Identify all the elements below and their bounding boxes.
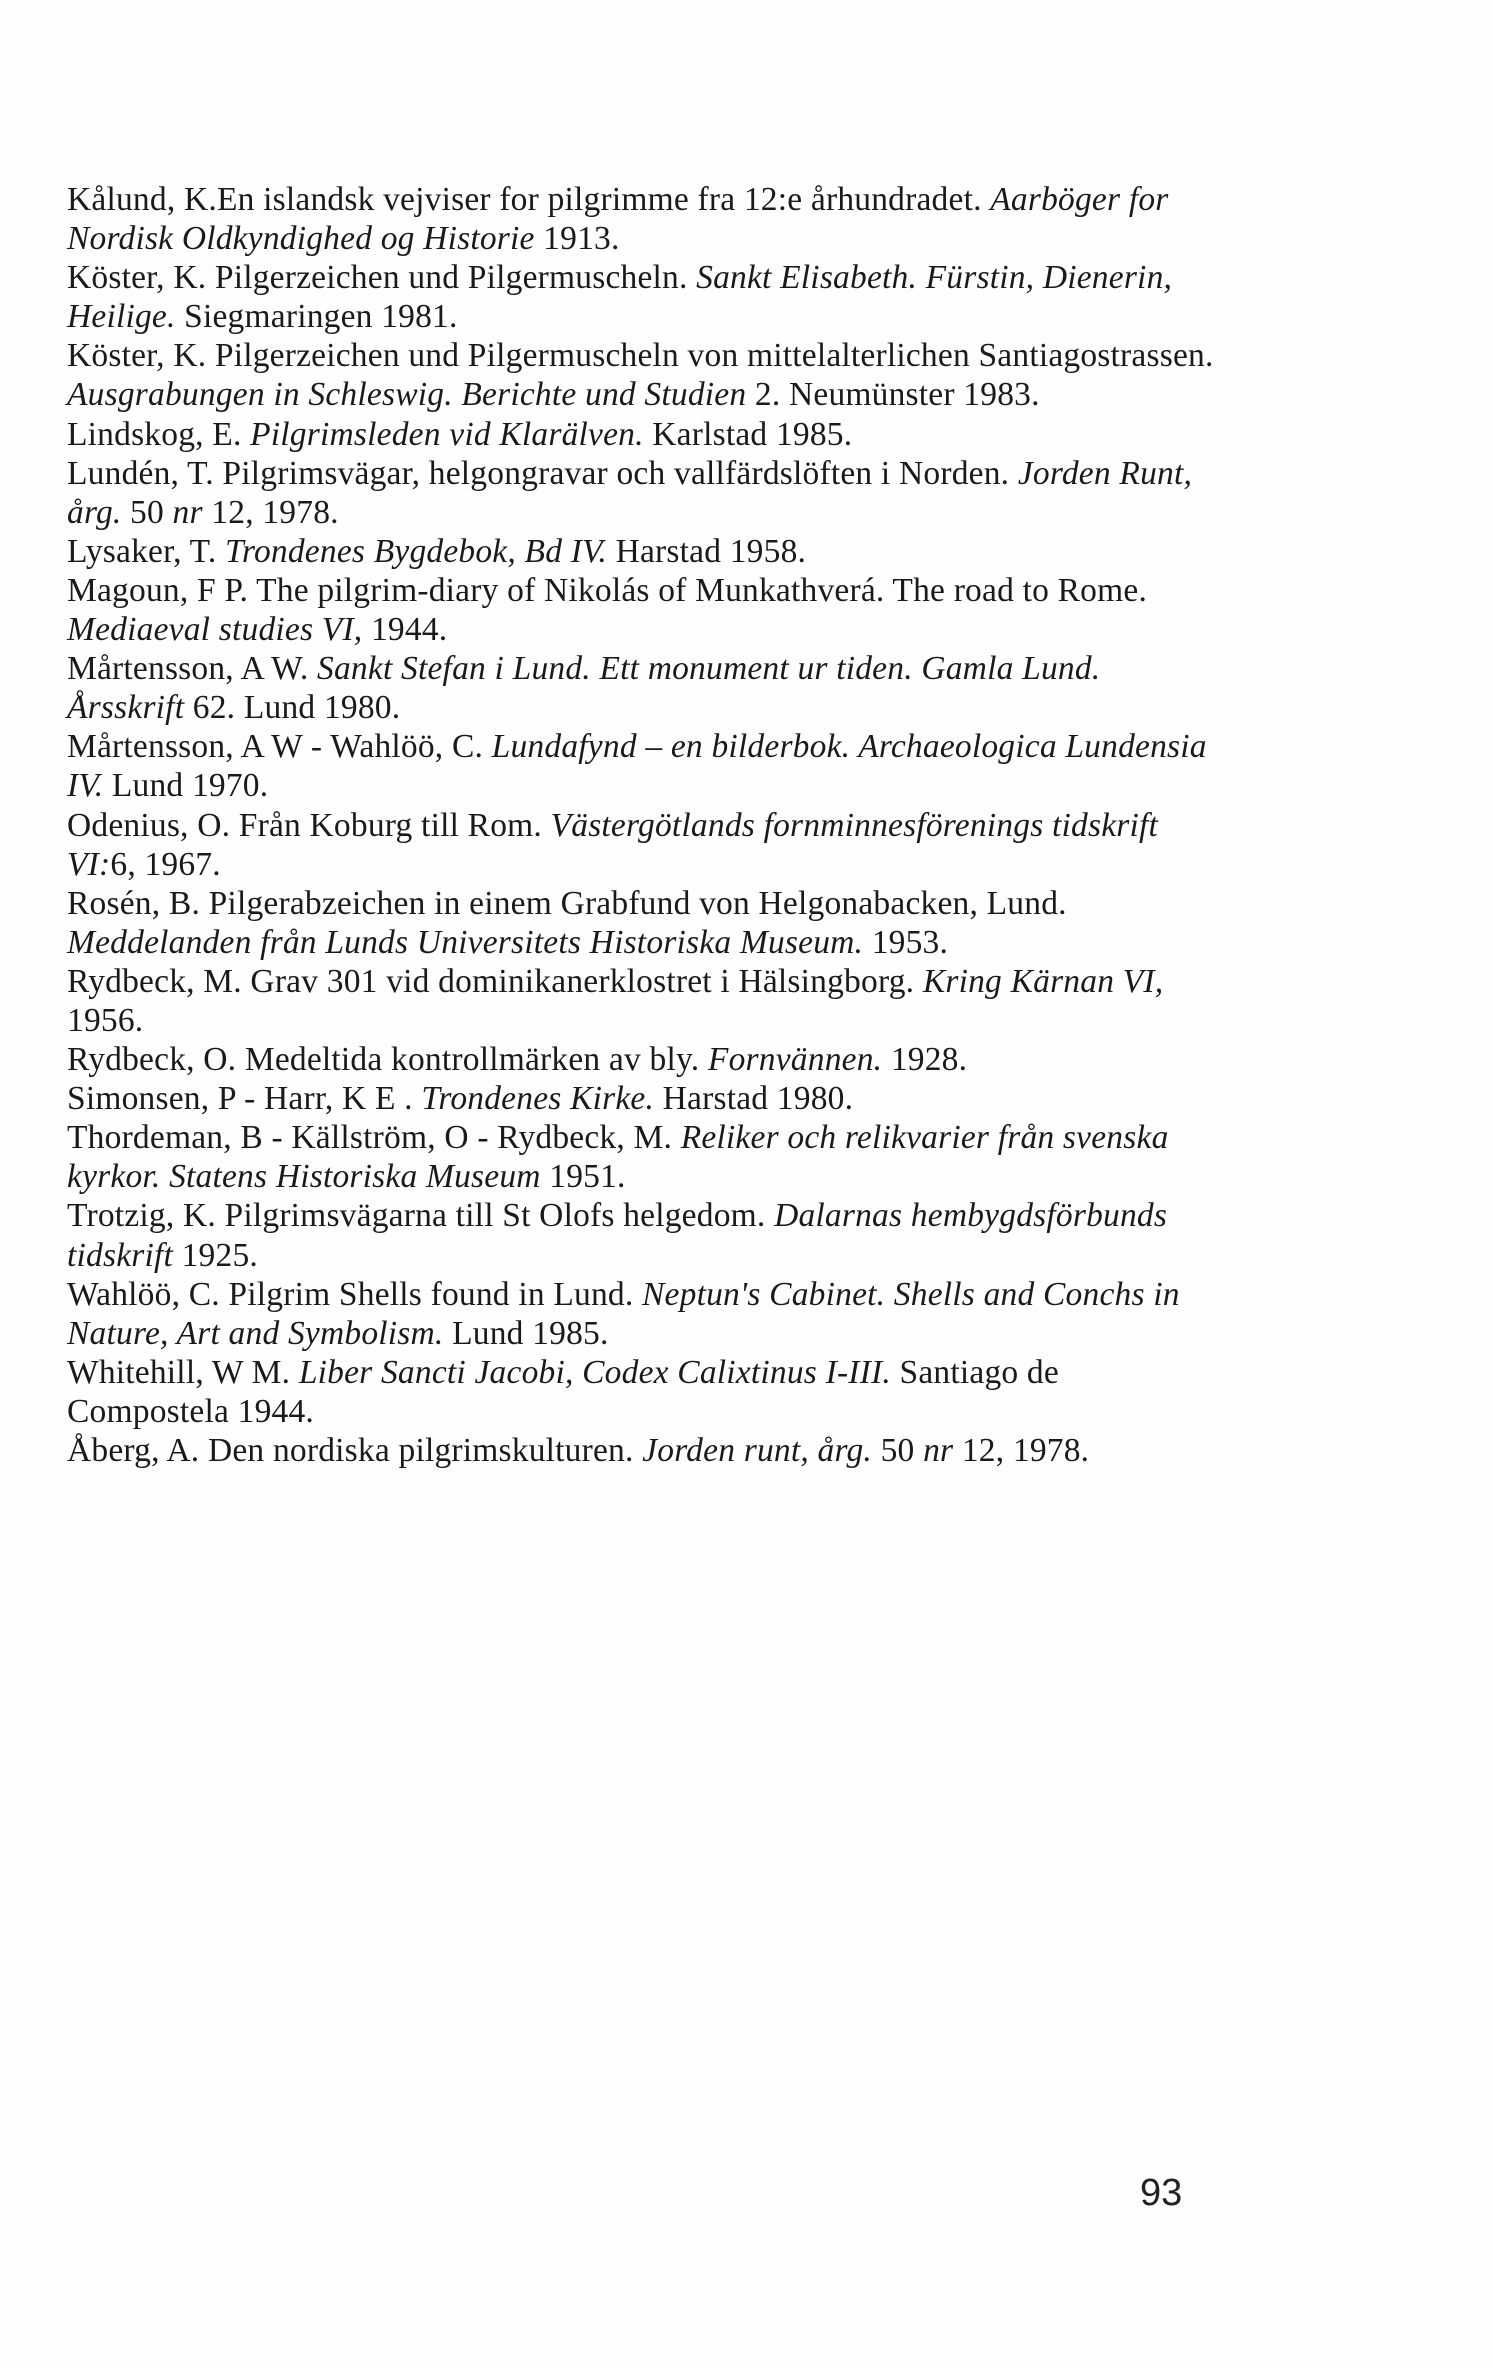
entry-text — [308, 650, 317, 687]
entry-text: 50 — [872, 1432, 924, 1469]
bibliography-entry — [67, 649, 1217, 727]
entry-title-italic: Västergötlands fornminnesförenings tidskrift VI: — [67, 806, 1159, 883]
entry-title-italic: Lundafynd – en bilderbok. Archaeologica Lundensia IV. — [67, 728, 1207, 805]
entry-title-italic: Meddelanden från Lunds Universitets Historiska Museum. — [67, 923, 864, 961]
bibliography-entry — [67, 1118, 1217, 1196]
entry-text: Den nordiska pilgrimskulturen. — [199, 1432, 643, 1469]
entry-author: Köster, K. — [67, 337, 207, 375]
entry-author: Köster, K. — [67, 259, 207, 297]
entry-text: 12, 1978. — [953, 1432, 1090, 1469]
entry-text: The pilgrim-diary of Nikolás of Munkathverá. The road to Rome. — [248, 571, 1148, 609]
entry-title-italic: nr — [172, 493, 203, 531]
entry-text: Lund 1970. — [103, 767, 269, 805]
entry-text: Siegmaringen 1981. — [175, 298, 458, 336]
entry-text: Lund 1985. — [443, 1314, 609, 1352]
entry-title-italic: Sankt Stefan i Lund. Ett monument ur tiden. Gamla Lund. Årsskrift — [67, 650, 1101, 727]
entry-text: Pilgerzeichen und Pilgermuscheln. — [206, 259, 697, 297]
entry-author: Rosén, B. — [67, 884, 201, 922]
entry-text — [672, 1119, 681, 1156]
entry-text: 1913. — [534, 220, 620, 258]
entry-text: Pilgerzeichen und Pilgermuscheln von mittelalterlichen Santiagostrassen. — [206, 337, 1214, 375]
entry-text: Harstad 1958. — [607, 532, 807, 570]
entry-title-italic: Trondenes Kirke. — [421, 1080, 655, 1118]
bibliography-entry — [67, 336, 1217, 414]
entry-text: Pilgrimsvägarna till St Olofs helgedom. — [215, 1197, 775, 1235]
bibliography-entry — [67, 532, 1217, 571]
bibliography-entry — [67, 571, 1217, 649]
entry-text: Harstad 1980. — [654, 1080, 854, 1118]
entry-title-italic: Pilgrimsleden vid Klarälven. — [250, 415, 644, 453]
entry-title-italic: Jorden Runt, årg. — [67, 454, 1193, 531]
entry-text: Pilgrimsvägar, helgongravar och vallfärdslöften i Norden. — [213, 454, 1018, 492]
bibliography-entry — [67, 806, 1217, 884]
bibliography-entry — [67, 727, 1217, 805]
entry-text: 1928. — [882, 1041, 968, 1079]
entry-text: Medeltida kontrollmärken av bly. — [236, 1041, 708, 1079]
entry-author: Lysaker, T. — [67, 532, 217, 570]
bibliography-entry — [67, 258, 1217, 336]
entry-author: Thordeman, B - Källström, O - Rydbeck, M. — [67, 1119, 673, 1157]
entry-text: 1944. — [362, 611, 448, 649]
entry-text: 1951. — [540, 1158, 626, 1196]
entry-author: Whitehill, W M. — [67, 1353, 291, 1391]
entry-text: 50 — [121, 493, 173, 531]
entry-title-italic: Mediaeval studies VI, — [67, 611, 363, 649]
entry-author: Odenius, O. — [67, 806, 231, 844]
entry-title-italic: Reliker och relikvarier från svenska kyrkor. Statens Historiska Museum — [67, 1119, 1169, 1196]
entry-text: 1956. — [67, 1001, 144, 1039]
bibliography-entry — [67, 1275, 1217, 1353]
entry-text: 62. Lund 1980. — [184, 689, 401, 727]
entry-title-italic: Liber Sancti Jacobi, Codex Calixtinus I-III. — [298, 1353, 891, 1391]
entry-text — [216, 533, 225, 570]
entry-text: Pilgrim Shells found in Lund. — [219, 1275, 643, 1313]
entry-text — [242, 416, 251, 453]
entry-title-italic: Neptun's Cabinet. Shells and Conchs in Nature, Art and Symbolism. — [67, 1275, 1180, 1352]
entry-text: Grav 301 vid dominikanerklostret i Hälsingborg. — [241, 962, 923, 1000]
bibliography-entry — [67, 180, 1217, 258]
entry-text: 12, 1978. — [202, 493, 339, 531]
entry-title-italic: Jorden runt, årg. — [642, 1432, 872, 1469]
entry-author: Lindskog, E. — [67, 415, 242, 453]
bibliography-entry — [67, 1196, 1217, 1274]
entry-author: Åberg, A. — [67, 1432, 200, 1469]
bibliography-entry — [67, 884, 1217, 962]
bibliography-entry — [67, 1040, 1217, 1079]
bibliography-entry — [67, 415, 1217, 454]
entry-text: 6, 1967. — [110, 845, 221, 883]
entry-title-italic: Aarböger for Nordisk Oldkyndighed og Historie — [67, 181, 1169, 258]
page-number: 93 — [1140, 2172, 1183, 2214]
entry-title-italic: Dalarnas hembygdsförbunds tidskrift — [67, 1197, 1168, 1274]
entry-text — [483, 728, 492, 765]
entry-text: Santiago de Compostela 1944. — [67, 1353, 1059, 1430]
entry-author: Lundén, T. — [67, 454, 214, 492]
entry-author: Magoun, F P. — [67, 571, 249, 609]
entry-title-italic: Kring Kärnan VI, — [922, 962, 1164, 1000]
entry-author: Rydbeck, M. — [67, 962, 242, 1000]
bibliography-entry — [67, 1353, 1217, 1431]
entry-author: Kålund, K. — [67, 181, 217, 218]
entry-title-italic: Fornvännen. — [707, 1041, 883, 1079]
entry-text: En islandsk vejviser for pilgrimme fra 12:e århundradet. — [216, 181, 991, 218]
entry-author: Mårtensson, A W. — [67, 650, 309, 688]
bibliography-entry — [67, 1079, 1217, 1118]
entry-text: Karlstad 1985. — [643, 415, 853, 453]
entry-text — [290, 1354, 299, 1391]
entry-text: Pilgerabzeichen in einem Grabfund von Helgonabacken, Lund. — [200, 884, 1067, 922]
entry-text: 1925. — [173, 1236, 258, 1274]
entry-title-italic: nr — [923, 1432, 954, 1469]
entry-title-italic: Trondenes Bygdebok, Bd IV. — [224, 532, 607, 570]
bibliography-entry — [67, 1431, 1217, 1470]
entry-author: Mårtensson, A W - Wahlöö, C. — [67, 728, 484, 766]
entry-text: 1953. — [863, 923, 949, 961]
entry-author: Wahlöö, C. — [67, 1275, 220, 1313]
entry-author: Rydbeck, O. — [67, 1041, 237, 1079]
entry-title-italic: Ausgrabungen in Schleswig. Berichte und Studien — [67, 376, 747, 414]
entry-author: Trotzig, K. — [67, 1197, 216, 1235]
bibliography-list — [67, 180, 1217, 1470]
entry-title-italic: Sankt Elisabeth. Fürstin, Dienerin, Heilige. — [67, 259, 1173, 336]
entry-author: Simonsen, P - Harr, K E . — [67, 1080, 413, 1118]
entry-text: Från Koburg till Rom. — [230, 806, 551, 844]
entry-text: 2. Neumünster 1983. — [746, 376, 1040, 414]
bibliography-entry — [67, 962, 1217, 1040]
bibliography-entry — [67, 454, 1217, 532]
